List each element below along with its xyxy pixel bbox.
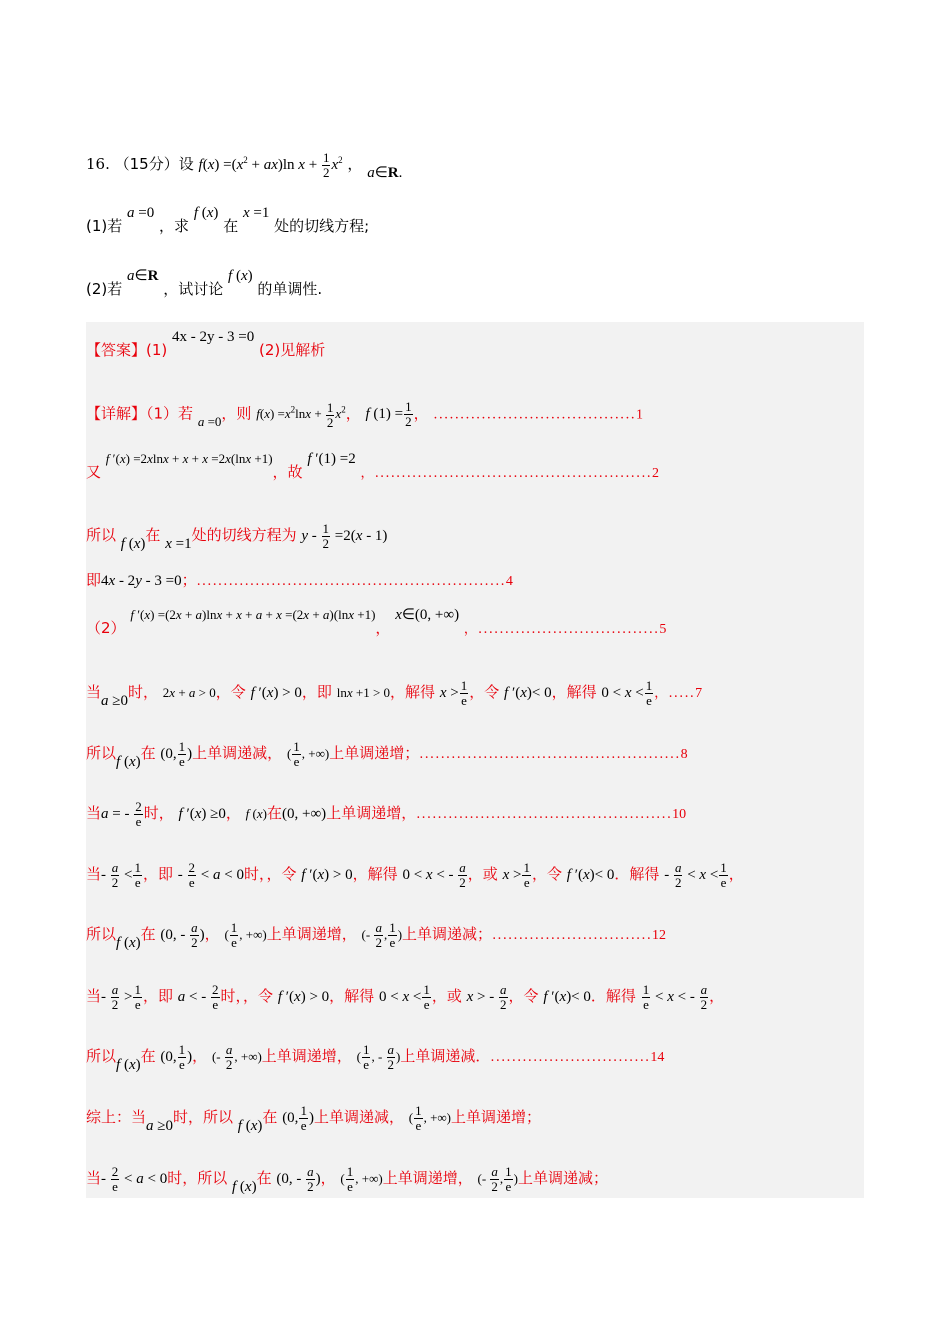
problem-line: 16. （15分）设 $f(x) =(x^2 + ax)\ln$ x + $\frac{1}{2}$ $x^2$ ， a∈R. (86, 150, 403, 181)
solution-line-10: 所以f (x)在 (0, - $\frac{a}{2}$ )， ( $\frac{1}{e}$ , +∞)上单调递增， (- $\frac{a}{2}$ , $\frac{1}{e}$ )上单调递减；..............................12 (86, 920, 667, 951)
function-definition: $f(x) =(x^2 + ax)\ln$ x + $\frac{1}{2}$ $x^2$ (198, 150, 343, 181)
solution-line-3: 所以 f (x)在 x =1处的切线方程为 y - $\frac{1}{2}$ =2(x - 1) (86, 521, 388, 552)
solution-line-6: 当a ≥0时， 2x + a > 0，令 f ′(x) > 0，即 lnx +1 > 0，解得 x > $\frac{1}{e}$ ，令 f ′(x)< 0，解得 0 < x < $\frac{1}{e}$ ，.....7 (86, 678, 703, 709)
domain-note: a∈R. (367, 165, 403, 181)
problem-score: （15分）设 (114, 155, 194, 173)
problem-number: 16. (86, 155, 110, 173)
solution-line-8: 当a = - $\frac{2}{e}$ 时， f ′(x) ≥0， f (x)在(0, +∞)上单调递增，................................................10 (86, 799, 687, 829)
solution-line-9: 当- $\frac{a}{2}$ < $\frac{1}{e}$ ，即 - $\frac{2}{e}$ < a < 0时，，令 f ′(x) > 0，解得 0 < x < - $\frac{a}{2}$ ，或 x > $\frac{1}{e}$ ，令 f ′(x)< 0．解得 - $\frac{a}{2}$ < x < $\frac{1}{e}$ ， (86, 860, 744, 890)
answer-part2: (2)见解析 (259, 341, 326, 359)
answer-label: 【答案】(1) (86, 341, 168, 359)
answer-line (86, 329, 326, 361)
solution-line-1: 【详解】（1）若 a =0，则 $f(x) =x^2\ln x$ + $\frac{1}{2}$ $x^2$， f (1) = $\frac{1}{2}$ ， ......................................1 (86, 399, 644, 430)
solution-line-11: 当- $\frac{a}{2}$ > $\frac{1}{e}$ ，即 a < - $\frac{2}{e}$ 时，，令 f ′(x) > 0，解得 0 < x < $\frac{1}{e}$ ，或 x > - $\frac{a}{2}$ ，令 f ′(x)< 0．解得 $\frac{1}{e}$ < x < - $\frac{a}{2}$ ， (86, 982, 725, 1012)
part1-question: (1)若 a =0 ，求 f (x) 在 x =1 处的切线方程; (86, 205, 370, 235)
solution-line-12: 所以f (x)在 (0, $\frac{1}{e}$ )， (- $\frac{a}{2}$ , +∞)上单调递增， ( $\frac{1}{e}$ , - $\frac{a}{2}$ )上单调递减．..............................14 (86, 1042, 665, 1073)
solution-summary-2: 当- $\frac{2}{e}$ < a < 0时，所以 f (x)在 (0, - $\frac{a}{2}$ )， ( $\frac{1}{e}$ , +∞)上单调递增， (- $\frac{a}{2}$ , $\frac{1}{e}$ )上单调递减； (86, 1164, 609, 1195)
solution-line-5: （2） f ′(x) =(2x + a)lnx + x + a + x =(2x + a)(lnx +1)， x∈(0, +∞) ，..................................5 (86, 607, 667, 637)
solution-line-7: 所以f (x)在 (0, $\frac{1}{e}$ )上单调递减， ( $\frac{1}{e}$ , +∞)上单调递增；.................................................8 (86, 739, 688, 770)
part2-question: (2)若 a∈R ，试讨论 f (x) 的单调性. (86, 268, 323, 298)
solution-line-2: 又 f ′(x) =2xlnx + x + x =2x(lnx +1)，故 f ′(1) =2 ，....................................................2 (86, 451, 659, 481)
solution-summary-1: 综上：当a ≥0时，所以 f (x)在 (0, $\frac{1}{e}$ )上单调递减， ( $\frac{1}{e}$ , +∞)上单调递增； (86, 1103, 542, 1134)
answer-part1: 4x - 2y - 3 =0 (172, 329, 255, 345)
solution-line-4: 即4x - 2y - 3 =0；..........................................................4 (86, 571, 513, 589)
